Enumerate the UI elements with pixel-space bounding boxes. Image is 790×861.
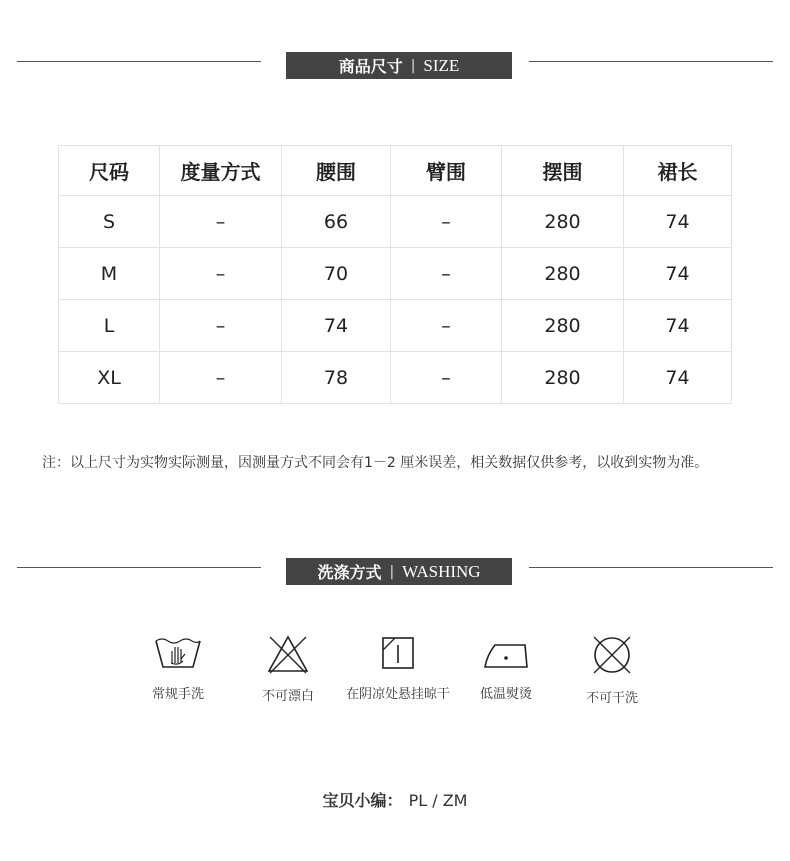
table-cell: – [160,300,282,352]
care-label: 不可干洗 [585,691,638,706]
table-header-cell: 腰围 [282,146,391,196]
table-cell: 280 [502,300,624,352]
table-cell: – [391,196,502,248]
editor-credit [0,788,790,811]
size-title-separator: | [410,57,416,74]
table-header-cell: 摆围 [502,146,624,196]
table-cell: – [160,196,282,248]
table-cell: 74 [624,352,732,404]
table-header-row [59,146,732,196]
care-label: 在阴凉处悬挂晾干 [345,687,450,702]
size-title-cn: 商品尺寸 [338,57,403,76]
table-cell: – [391,352,502,404]
no-bleach-icon [266,633,310,675]
table-header-cell: 臂围 [391,146,502,196]
care-item-shade-dry [338,633,458,702]
divider-right-washing [529,567,773,568]
table-cell: M [59,248,160,300]
care-item-no-bleach [228,633,348,704]
shade-dry-icon [378,633,418,673]
table-row [59,196,732,248]
low-iron-icon [481,633,531,673]
table-cell: – [160,248,282,300]
table-cell: 74 [624,300,732,352]
divider-left-size [17,61,261,62]
care-item-low-iron [446,633,566,702]
table-header-cell: 尺码 [59,146,160,196]
care-item-no-dry-clean [552,633,672,706]
table-header-cell: 裙长 [624,146,732,196]
table-cell: – [160,352,282,404]
size-title-en: SIZE [423,55,460,75]
washing-title-cn: 洗涤方式 [317,563,382,582]
divider-right-size [529,61,773,62]
table-cell: – [391,300,502,352]
table-row [59,248,732,300]
care-label: 常规手洗 [151,687,204,702]
washing-title-en: WASHING [402,561,481,581]
no-dry-clean-icon [590,633,634,677]
table-cell: 66 [282,196,391,248]
table-cell: 70 [282,248,391,300]
table-cell: 74 [624,248,732,300]
measurement-note: 注：以上尺寸为实物实际测量，因测量方式不同会有1－2 厘米误差，相关数据仅供参考，以收到实物为准。 [42,455,709,471]
table-cell: 280 [502,196,624,248]
table-cell: 74 [282,300,391,352]
size-section-title [286,52,512,79]
washing-section-title [286,558,512,585]
table-cell: S [59,196,160,248]
table-row [59,352,732,404]
care-label: 低温熨烫 [479,687,532,702]
washing-title-separator: | [389,563,395,580]
care-label: 不可漂白 [261,689,314,704]
editor-label: 宝贝小编： [322,791,403,810]
editor-value: PL / ZM [408,791,468,810]
table-cell: 280 [502,248,624,300]
size-table [58,145,732,404]
table-row [59,300,732,352]
table-cell: 78 [282,352,391,404]
table-cell: 280 [502,352,624,404]
hand-wash-icon [153,633,203,673]
table-cell: – [391,248,502,300]
table-cell: XL [59,352,160,404]
divider-left-washing [17,567,261,568]
table-cell: 74 [624,196,732,248]
table-header-cell: 度量方式 [160,146,282,196]
table-cell: L [59,300,160,352]
care-item-hand-wash [118,633,238,702]
